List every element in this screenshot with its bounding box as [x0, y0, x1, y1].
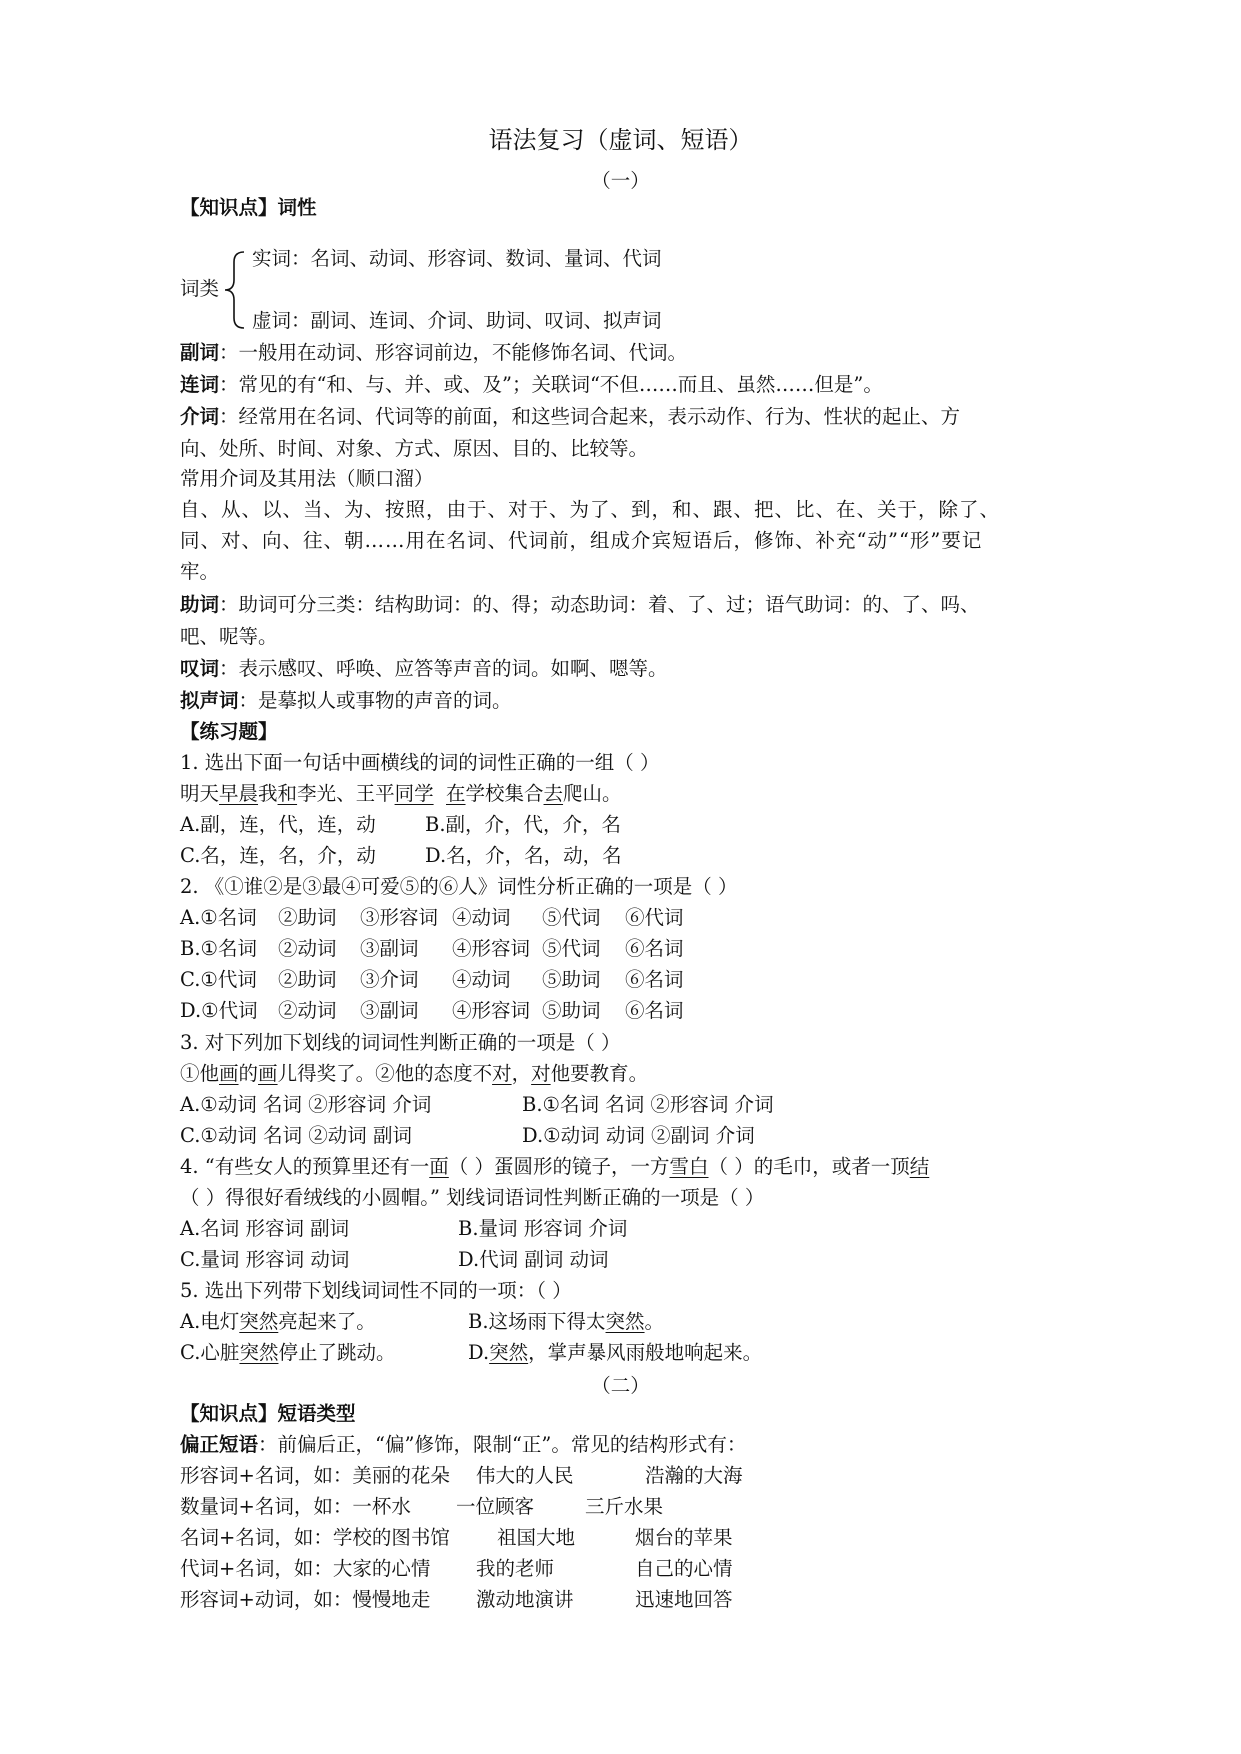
phrase-example: 激动地演讲 [476, 1588, 574, 1611]
question-2-option-a-part: ④动词 [452, 906, 511, 929]
knowledge-point-name: 词性 [277, 196, 317, 219]
question-3-stem: 3. 对下列加下划线的词词性判断正确的一项是（ ） [180, 1031, 621, 1054]
sentence-part: 儿得奖了。②他的态度不 [277, 1062, 493, 1085]
phrase-example: 一位顾客 [456, 1495, 535, 1518]
question-3-option-d: D.①动词 动词 ②副词 介词 [522, 1124, 755, 1147]
knowledge-point-tag: 【知识点】 [180, 196, 278, 219]
question-2-option-c-part: C.①代词 [180, 968, 257, 991]
preposition-definition [180, 404, 960, 430]
page-title: 语法复习（虚词、短语） [488, 126, 753, 154]
knowledge-point-tag: 【知识点】 [180, 1402, 278, 1425]
underlined-word: 结 [909, 1155, 930, 1178]
sentence-part: 亮起来了。 [278, 1310, 376, 1333]
sentence-part: （ ）的毛巾，或者一顶 [708, 1155, 910, 1178]
term-text: ：常见的有“和、与、并、或、及”；关联词“不但……而且、虽然……但是”。 [219, 373, 883, 396]
question-2-option-c-part: ⑥名词 [625, 968, 684, 991]
question-2-option-a-part: ②助词 [278, 906, 337, 929]
term-label: 偏正短语 [180, 1433, 259, 1456]
underlined-word: 和 [277, 782, 298, 805]
sentence-part: 我 [258, 782, 278, 805]
underlined-word: 画 [258, 1062, 278, 1085]
question-2-option-b-part: ③副词 [360, 937, 419, 960]
sentence-part: ①他 [180, 1062, 220, 1085]
sentence-part: 4. “有些女人的预算里还有一 [180, 1155, 430, 1178]
question-2-option-d-part: ②动词 [278, 999, 337, 1022]
question-3-option-c: C.①动词 名词 ②动词 副词 [180, 1124, 413, 1147]
curly-brace-icon [222, 250, 248, 330]
sentence-part: D. [468, 1341, 490, 1364]
question-2-option-b-part: B.①名词 [180, 937, 258, 960]
term-text: ：前偏后正，“偏”修饰，限制“正”。常见的结构形式有： [258, 1433, 747, 1456]
preposition-rhyme-3: 牢。 [180, 560, 220, 583]
phrase-example: 我的老师 [476, 1557, 555, 1580]
underlined-word: 早晨 [219, 782, 259, 805]
phrase-example: 形容词+名词，如：美丽的花朵 [180, 1464, 450, 1487]
question-2-stem: 2. 《①谁②是③最④可爱⑤的⑥人》词性分析正确的一项是（ ） [180, 875, 738, 898]
phrase-example: 烟台的苹果 [635, 1526, 733, 1549]
term-text: ：一般用在动词、形容词前边，不能修饰名词、代词。 [219, 341, 688, 364]
question-2-option-b-part: ⑤代词 [542, 937, 601, 960]
notional-words: 实词：名词、动词、形容词、数词、量词、代词 [252, 247, 662, 270]
knowledge-point-name: 短语类型 [277, 1402, 356, 1425]
modifier-phrase-definition [180, 1432, 746, 1458]
question-2-option-d-part: ⑥名词 [625, 999, 684, 1022]
question-5-option-c [180, 1340, 395, 1366]
underlined-word: 雪白 [669, 1155, 709, 1178]
term-label: 叹词 [180, 657, 220, 680]
question-2-option-a-part: ⑤代词 [542, 906, 601, 929]
knowledge-point-heading-1 [180, 195, 317, 221]
question-4-option-d: D.代词 副词 动词 [458, 1248, 609, 1271]
sentence-part: 停止了跳动。 [278, 1341, 396, 1364]
phrase-example: 代词+名词，如：大家的心情 [180, 1557, 431, 1580]
question-1-sentence [180, 781, 622, 807]
question-2-option-c-part: ⑤助词 [542, 968, 601, 991]
question-4-option-b: B.量词 形容词 介词 [458, 1217, 628, 1240]
phrase-example: 伟大的人民 [476, 1464, 574, 1487]
sentence-part: C.心脏 [180, 1341, 240, 1364]
word-class-label: 词类 [180, 277, 220, 300]
question-2-option-d-part: D.①代词 [180, 999, 258, 1022]
question-3-sentence [180, 1061, 648, 1087]
phrase-example: 迅速地回答 [635, 1588, 733, 1611]
phrase-example: 浩瀚的大海 [645, 1464, 743, 1487]
question-5-option-d [468, 1340, 762, 1366]
preposition-rhyme-1: 自、从、以、当、为、按照，由于、对于、为了、到，和、跟、把、比、在、关于，除了、 [180, 498, 1001, 521]
underlined-word: 突然 [239, 1341, 279, 1364]
question-4-stem-cont: （ ）得很好看绒线的小圆帽。” 划线词语词性判断正确的一项是（ ） [180, 1186, 765, 1209]
term-text: ：助词可分三类：结构助词：的、得；动态助词：着、了、过；语气助词：的、了、吗、 [219, 593, 980, 616]
question-2-option-a-part: ③形容词 [360, 906, 439, 929]
underlined-word: 突然 [239, 1310, 279, 1333]
preposition-definition-cont: 向、处所、时间、对象、方式、原因、目的、比较等。 [180, 437, 649, 460]
phrase-example: 名词+名词，如：学校的图书馆 [180, 1526, 450, 1549]
question-2-option-a-part: ⑥代词 [625, 906, 684, 929]
practice-heading: 【练习题】 [180, 720, 278, 743]
interjection-definition [180, 656, 668, 682]
question-3-option-b: B.①名词 名词 ②形容词 介词 [522, 1093, 774, 1116]
question-2-option-c-part: ④动词 [452, 968, 511, 991]
underlined-word: 在 [446, 782, 466, 805]
underlined-word: 突然 [489, 1341, 529, 1364]
section-heading-2: （二） [591, 1374, 650, 1397]
term-label: 拟声词 [180, 689, 239, 712]
underlined-word: 同学 [394, 782, 434, 805]
term-text: ：是摹拟人或事物的声音的词。 [238, 689, 512, 712]
question-4-option-a: A.名词 形容词 副词 [180, 1217, 350, 1240]
question-5-option-a [180, 1309, 376, 1335]
sentence-part: 他要教育。 [550, 1062, 649, 1085]
question-5-option-b [468, 1309, 664, 1335]
knowledge-point-heading-2 [180, 1401, 356, 1427]
underlined-word: 去 [543, 782, 564, 805]
conjunction-definition [180, 372, 883, 398]
question-2-option-d-part: ④形容词 [452, 999, 531, 1022]
term-label: 连词 [180, 373, 220, 396]
phrase-example: 三斤水果 [585, 1495, 664, 1518]
question-3-option-a: A.①动词 名词 ②形容词 介词 [180, 1093, 432, 1116]
section-heading-1: （一） [591, 169, 650, 192]
underlined-word: 突然 [605, 1310, 645, 1333]
preposition-common-heading: 常用介词及其用法（顺口溜） [180, 467, 434, 490]
question-5-stem: 5. 选出下列带下划线词词性不同的一项：（ ） [180, 1279, 572, 1302]
phrase-example: 形容词+动词，如：慢慢地走 [180, 1588, 431, 1611]
onomatopoeia-definition [180, 688, 512, 714]
question-1-option-c: C.名，连，名，介，动 [180, 844, 376, 867]
sentence-part: ， [511, 1062, 532, 1085]
phrase-example: 祖国大地 [497, 1526, 576, 1549]
term-text: ：经常用在名词、代词等的前面，和这些词合起来，表示动作、行为、性状的起止、方 [219, 405, 961, 428]
question-1-option-b: B.副，介，代，介，名 [425, 813, 622, 836]
term-label: 助词 [180, 593, 220, 616]
term-text: ：表示感叹、呼唤、应答等声音的词。如啊、嗯等。 [219, 657, 668, 680]
underlined-word: 面 [429, 1155, 449, 1178]
question-2-option-b-part: ②动词 [278, 937, 337, 960]
preposition-rhyme-2: 同、对、向、往、朝……用在名词、代词前，组成介宾短语后，修饰、补充“动”“形”要记 [180, 529, 983, 552]
sentence-part: 。 [644, 1310, 665, 1333]
sentence-part: A.电灯 [180, 1310, 240, 1333]
phrase-example: 自己的心情 [635, 1557, 733, 1580]
sentence-part: 爬山。 [563, 782, 622, 805]
sentence-part: 李光、王平 [297, 782, 395, 805]
sentence-part: 学校集合 [465, 782, 544, 805]
term-label: 介词 [180, 405, 220, 428]
question-1-stem: 1. 选出下面一句话中画横线的词的词性正确的一组（ ） [180, 751, 660, 774]
auxiliary-definition-cont: 吧、呢等。 [180, 625, 278, 648]
question-2-option-c-part: ②助词 [278, 968, 337, 991]
question-4-option-c: C.量词 形容词 动词 [180, 1248, 350, 1271]
underlined-word: 对 [531, 1062, 551, 1085]
function-words: 虚词：副词、连词、介词、助词、叹词、拟声词 [252, 309, 662, 332]
adverb-definition [180, 340, 687, 366]
term-label: 副词 [180, 341, 220, 364]
question-2-option-c-part: ③介词 [360, 968, 419, 991]
question-1-option-d: D.名，介，名，动，名 [425, 844, 622, 867]
question-2-option-a-part: A.①名词 [180, 906, 257, 929]
question-1-option-a: A.副，连，代，连，动 [180, 813, 376, 836]
question-2-option-d-part: ⑤助词 [542, 999, 601, 1022]
question-4-stem [180, 1154, 929, 1180]
sentence-part: 明天 [180, 782, 220, 805]
sentence-part: B.这场雨下得太 [468, 1310, 606, 1333]
question-2-option-b-part: ⑥名词 [625, 937, 684, 960]
underlined-word: 画 [219, 1062, 239, 1085]
sentence-part: 的 [238, 1062, 259, 1085]
question-2-option-b-part: ④形容词 [452, 937, 531, 960]
underlined-word: 对 [492, 1062, 512, 1085]
auxiliary-definition [180, 592, 980, 618]
sentence-part: （ ）蛋圆形的镜子，一方 [448, 1155, 670, 1178]
question-2-option-d-part: ③副词 [360, 999, 419, 1022]
phrase-example: 数量词+名词，如：一杯水 [180, 1495, 411, 1518]
sentence-part: ，掌声暴风雨般地响起来。 [528, 1341, 763, 1364]
